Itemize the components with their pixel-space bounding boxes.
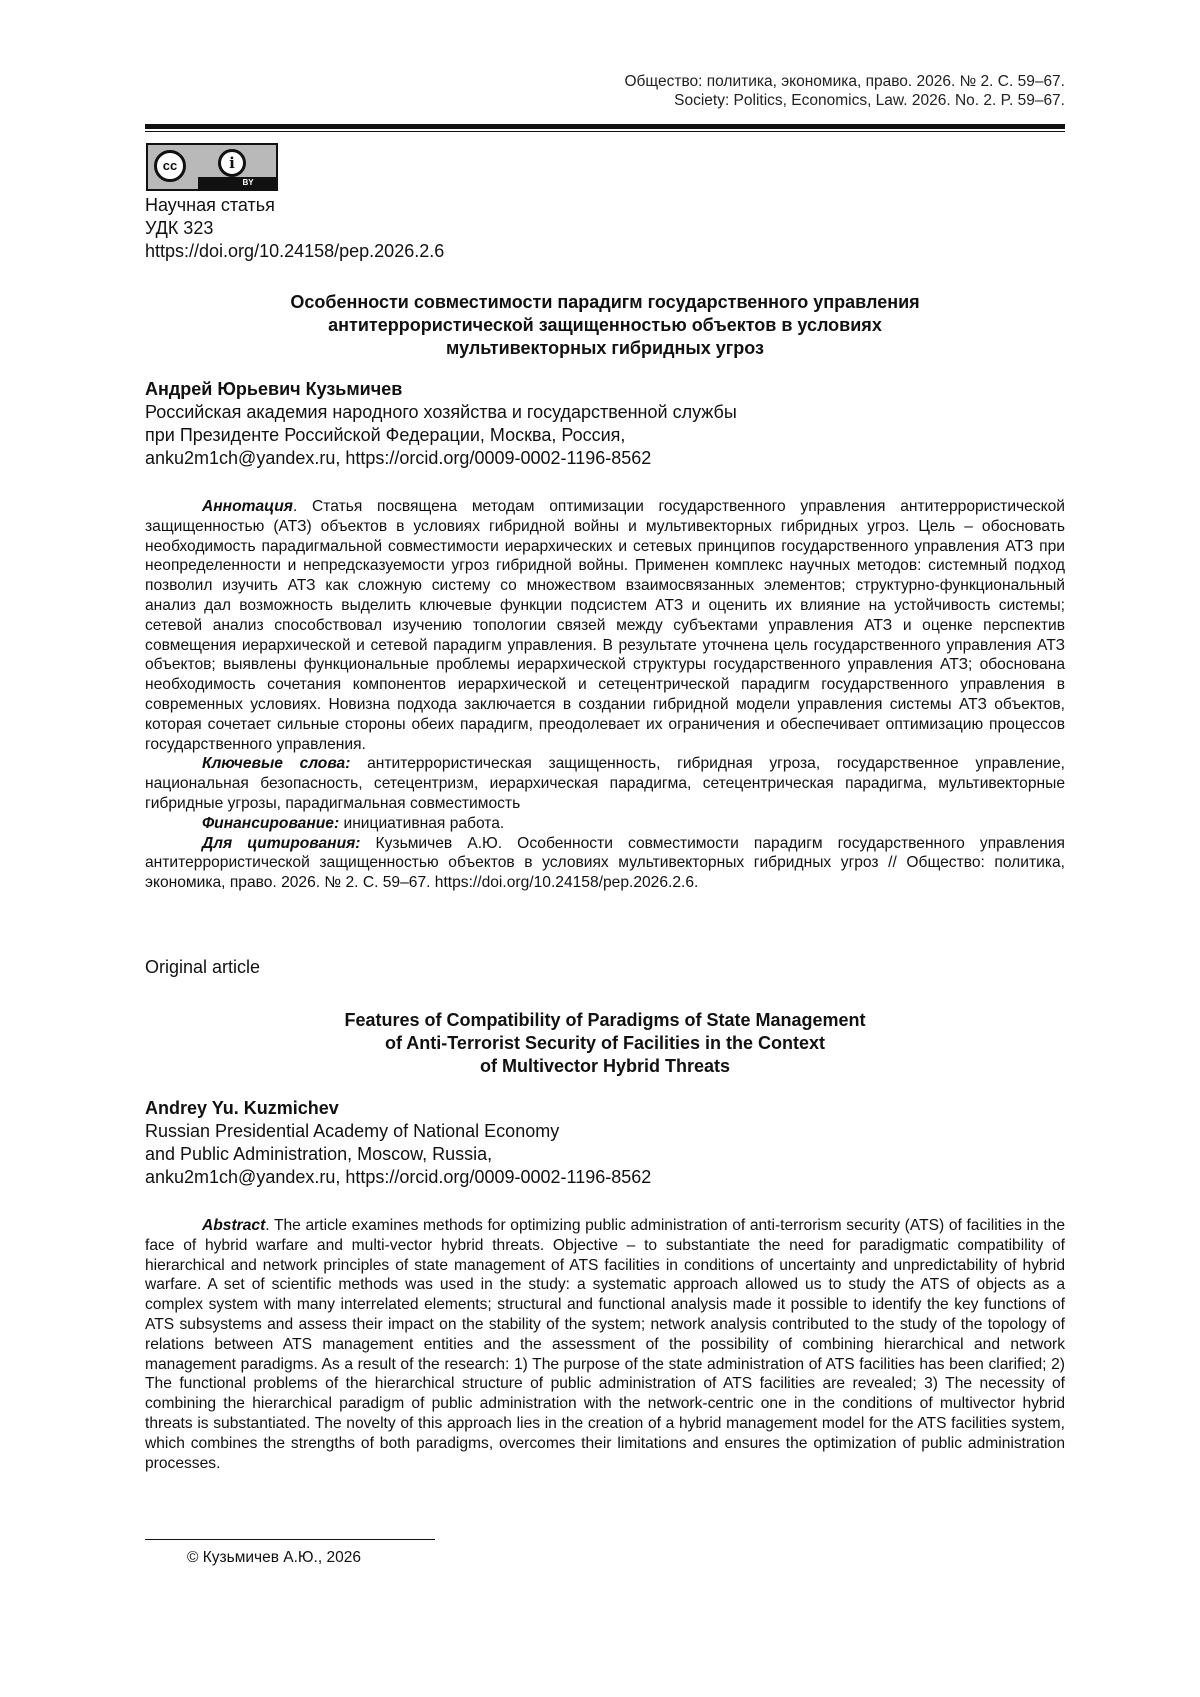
abstract-ru-paragraph bbox=[145, 497, 1065, 754]
udc-code: УДК 323 bbox=[145, 218, 214, 238]
citation-ru-label: Для цитирования: bbox=[202, 834, 361, 852]
article-type: Научная статья bbox=[145, 195, 275, 215]
title-ru-line: мультивекторных гибридных угроз bbox=[446, 338, 764, 358]
affiliation-en-line: and Public Administration, Moscow, Russia, bbox=[145, 1144, 493, 1164]
author-name-en: Andrey Yu. Kuzmichev bbox=[145, 1098, 339, 1118]
abstract-ru-label: Аннотация bbox=[202, 498, 293, 515]
keywords-ru-paragraph bbox=[145, 754, 1065, 813]
article-meta bbox=[145, 194, 444, 263]
citation-ru-paragraph bbox=[145, 834, 1065, 893]
cc-by-license-badge[interactable] bbox=[146, 143, 278, 191]
abstract-en-text: . The article examines methods for optimizing public administration of anti-terrorism security (ATS) of facilities in the face of hybrid warfare and multi-vector hybrid threats. Objective – to substantiate the need for paradigmatic compatibility of hierarchical and network principles of state management of ATS facilities in conditions of uncertainty and unpredictability of hybrid warfare. A set of scientific methods was used in the study: a systematic approach allowed us to study the ATS of objects as a complex system with many interrelated elements; structural and functional analysis made it possible to identify the key functions of ATS subsystems and assess their impact on the stability of the system; network analysis contributed to the study of the topology of relations between ATS management entities and the assessment of the possibility of combining hierarchical and network management paradigms. As a result of the research: 1) The purpose of the state administration of ATS facilities has been clarified; 2) The functional problems of the hierarchical structure of public administration of ATS facilities are revealed; 3) The necessity of combining the hierarchical paradigm of public administration with the network-centric one in the conditions of multivector hybrid threats is substantiated. The novelty of this approach lies in the creation of a hybrid management model for the ATS facilities system, which combines the strengths of both paradigms, overcomes their limitations and ensures the optimization of public administration processes. bbox=[145, 1217, 1065, 1472]
affiliation-ru-line: при Президенте Российской Федерации, Москва, Россия, bbox=[145, 425, 626, 445]
title-en-line: of Multivector Hybrid Threats bbox=[479, 1056, 731, 1076]
journal-header bbox=[624, 72, 1065, 110]
funding-ru-label: Финансирование: bbox=[202, 814, 340, 832]
header-rule-thin bbox=[145, 131, 1065, 132]
abstract-ru bbox=[145, 497, 1065, 893]
funding-ru-paragraph bbox=[145, 814, 1065, 834]
header-rule-thick bbox=[145, 124, 1065, 129]
footnote-rule bbox=[145, 1539, 435, 1540]
attribution-person-icon: i bbox=[218, 149, 246, 177]
author-contact-ru[interactable]: anku2m1ch@yandex.ru, https://orcid.org/0009-0002-1196-8562 bbox=[145, 448, 652, 468]
keywords-ru-text: антитеррористическая защищенность, гибридная угроза, государственное управление, национальная безопасность, сетецентризм, иерархическая парадигма, сетецентрическая парадигма, мультивекторные гибридные угрозы, парадигмальная совместимость bbox=[145, 755, 1065, 812]
author-block-en bbox=[145, 1097, 651, 1189]
doi-link[interactable]: https://doi.org/10.24158/pep.2026.2.6 bbox=[145, 241, 445, 261]
abstract-ru-text: . Статья посвящена методам оптимизации государственного управления антитеррористической защищенностью (АТЗ) объектов в условиях гибридной войны и мультивекторных гибридных угроз. Цель – обосновать необходимость парадигмальной совместимости иерархических и сетевых принципов государственного управления АТЗ при неопределенности и непредсказуемости угроз гибридной войны. Применен комплекс научных методов: системный подход позволил изучить АТЗ как сложную систему со множеством взаимосвязанных элементов; структурно-функциональный анализ дал возможность выделить ключевые функции подсистем АТЗ и оценить их влияние на устойчивость системы; сетевой анализ способствовал изучению топологии связей между субъектами управления АТЗ и оценке перспектив совмещения иерархической и сетевой парадигм управления. В результате уточнена цель государственного управления АТЗ объектов; выявлены функциональные проблемы иерархической структуры государственного управления АТЗ; обоснована необходимость сочетания компонентов иерархической и сетецентрической парадигм государственного управления в современных условиях. Новизна подхода заключается в создании гибридной модели управления системы АТЗ объектов, которая сочетает сильные стороны обеих парадигм, преодолевает их ограничения и обеспечивает оптимизацию процессов государственного управления. bbox=[145, 498, 1065, 753]
funding-ru-text: инициативная работа. bbox=[339, 814, 505, 832]
citation-ru-text: Кузьмичев А.Ю. Особенности совместимости парадигм государственного управления антитеррористической защищенностью объектов в условиях мультивекторных гибридных угроз // Общество: политика, экономика, право. 2026. № 2. С. 59–67. https://doi.org/10.24158/pep.2026.2.6. bbox=[145, 834, 1065, 892]
keywords-ru-label: Ключевые слова: bbox=[202, 755, 351, 773]
title-en bbox=[145, 1009, 1065, 1078]
creative-commons-icon: cc bbox=[154, 150, 186, 182]
by-label: BY bbox=[242, 178, 254, 187]
affiliation-ru-line: Российская академия народного хозяйства и государственной службы bbox=[145, 402, 737, 422]
abstract-en bbox=[145, 1216, 1065, 1473]
author-contact-en[interactable]: anku2m1ch@yandex.ru, https://orcid.org/0009-0002-1196-8562 bbox=[145, 1167, 652, 1187]
title-en-line: Features of Compatibility of Paradigms of State Management bbox=[344, 1010, 866, 1030]
author-block-ru bbox=[145, 378, 737, 470]
title-ru-line: антитеррористической защищенностью объектов в условиях bbox=[328, 315, 882, 335]
license-bar bbox=[198, 177, 276, 189]
journal-line-ru: Общество: политика, экономика, право. 2026. № 2. С. 59–67. bbox=[624, 73, 1065, 90]
title-en-line: of Anti-Terrorist Security of Facilities in the Context bbox=[384, 1033, 826, 1053]
abstract-en-label: Abstract bbox=[202, 1217, 266, 1234]
title-ru-line: Особенности совместимости парадигм государственного управления bbox=[290, 292, 920, 312]
author-name-ru: Андрей Юрьевич Кузьмичев bbox=[145, 379, 403, 399]
title-ru bbox=[145, 291, 1065, 360]
journal-line-en: Society: Politics, Economics, Law. 2026. No. 2. P. 59–67. bbox=[674, 92, 1065, 109]
article-type-en: Original article bbox=[145, 957, 261, 977]
affiliation-en-line: Russian Presidential Academy of National Economy bbox=[145, 1121, 560, 1141]
copyright-footnote: © Кузьмичев А.Ю., 2026 bbox=[187, 1549, 361, 1566]
abstract-en-paragraph bbox=[145, 1216, 1065, 1473]
